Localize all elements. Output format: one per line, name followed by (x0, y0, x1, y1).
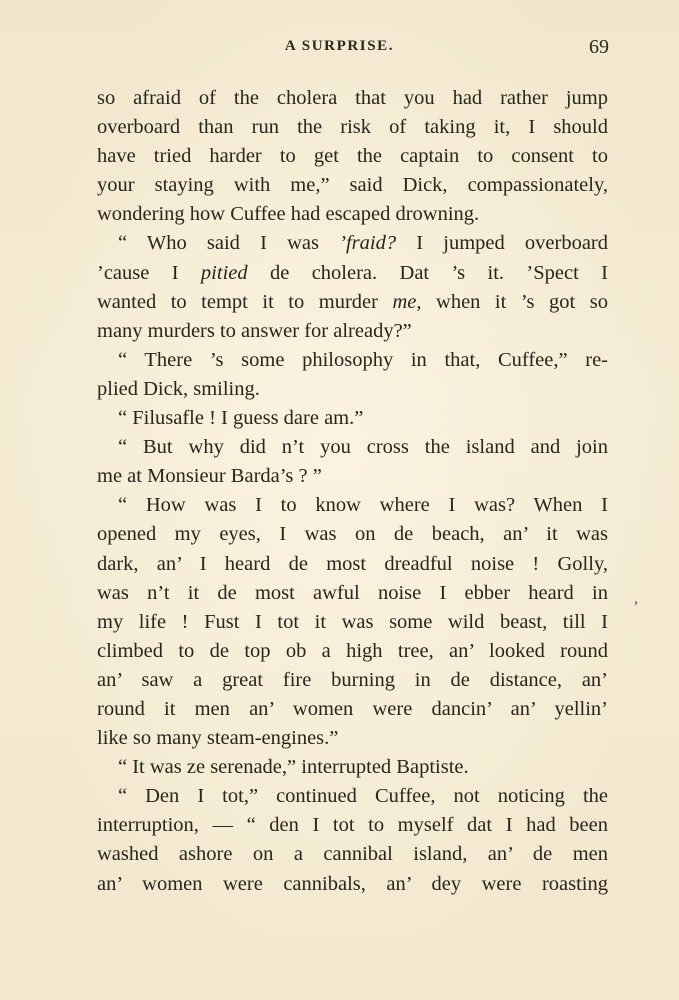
text-run: when it ’s got so (421, 290, 608, 313)
text-line: plied Dick, smiling. (97, 377, 260, 400)
text-line: round it men an’ women were dancin’ an’ yellin’ (97, 697, 608, 720)
text-line: many murders to answer for already?” (97, 319, 412, 342)
text-line (97, 259, 608, 288)
text-line: “ How was I to know where I was? When I (118, 494, 608, 517)
text-run: “ Who said I was (118, 232, 340, 255)
page-number: 69 (589, 36, 609, 58)
body-text (97, 84, 608, 899)
text-line: interruption, — “ den I tot to myself dat I had been (97, 814, 608, 837)
text-line (97, 288, 608, 317)
page-header (0, 36, 679, 62)
text-line: climbed to de top ob a high tree, an’ looked round (97, 639, 608, 662)
text-line: opened my eyes, I was on de beach, an’ it was (97, 523, 608, 546)
text-line: have tried harder to get the captain to consent to (97, 145, 608, 168)
running-head: A SURPRISE. (284, 38, 395, 54)
text-line: was n’t it de most awful noise I ebber heard in (97, 581, 608, 604)
text-line: wondering how Cuffee had escaped drowning. (97, 203, 480, 226)
text-line: my life ! Fust I tot it was some wild beast, till I (97, 610, 608, 633)
italic-text: pitied (200, 261, 248, 284)
text-line: an’ women were cannibals, an’ dey were roasting (97, 872, 608, 895)
text-line: “ But why did n’t you cross the island and join (118, 436, 608, 459)
text-line: washed ashore on a cannibal island, an’ de men (97, 843, 608, 866)
text-line: so afraid of the cholera that you had rather jump (97, 87, 608, 109)
text-line: your staying with me,” said Dick, compassionately, (97, 174, 608, 197)
text-line: overboard than run the risk of taking it, I should (97, 116, 608, 139)
text-line: “ Filusafle ! I guess dare am.” (118, 407, 364, 430)
text-line: me at Monsieur Barda’s ? ” (97, 465, 322, 488)
text-line: “ It was ze serenade,” interrupted Baptiste. (118, 756, 469, 779)
text-run: ’cause I (97, 261, 201, 284)
text-line: “ There ’s some philosophy in that, Cuffee,” re- (118, 348, 608, 371)
text-line: “ Den I tot,” continued Cuffee, not noticing the (118, 785, 608, 808)
text-line (97, 229, 608, 258)
italic-text: me, (392, 290, 422, 313)
text-line: an’ saw a great fire burning in de distance, an’ (97, 668, 608, 691)
text-line: dark, an’ I heard de most dreadful noise ! Golly, (97, 552, 608, 575)
text-run: de cholera. Dat ’s it. ’Spect I (247, 261, 608, 284)
text-run: I jumped overboard (396, 232, 609, 255)
text-run: wanted to tempt it to murder (97, 290, 393, 313)
italic-text: ’fraid? (339, 232, 397, 255)
text-line: like so many steam-engines.” (97, 727, 339, 750)
margin-mark: , (634, 590, 638, 607)
